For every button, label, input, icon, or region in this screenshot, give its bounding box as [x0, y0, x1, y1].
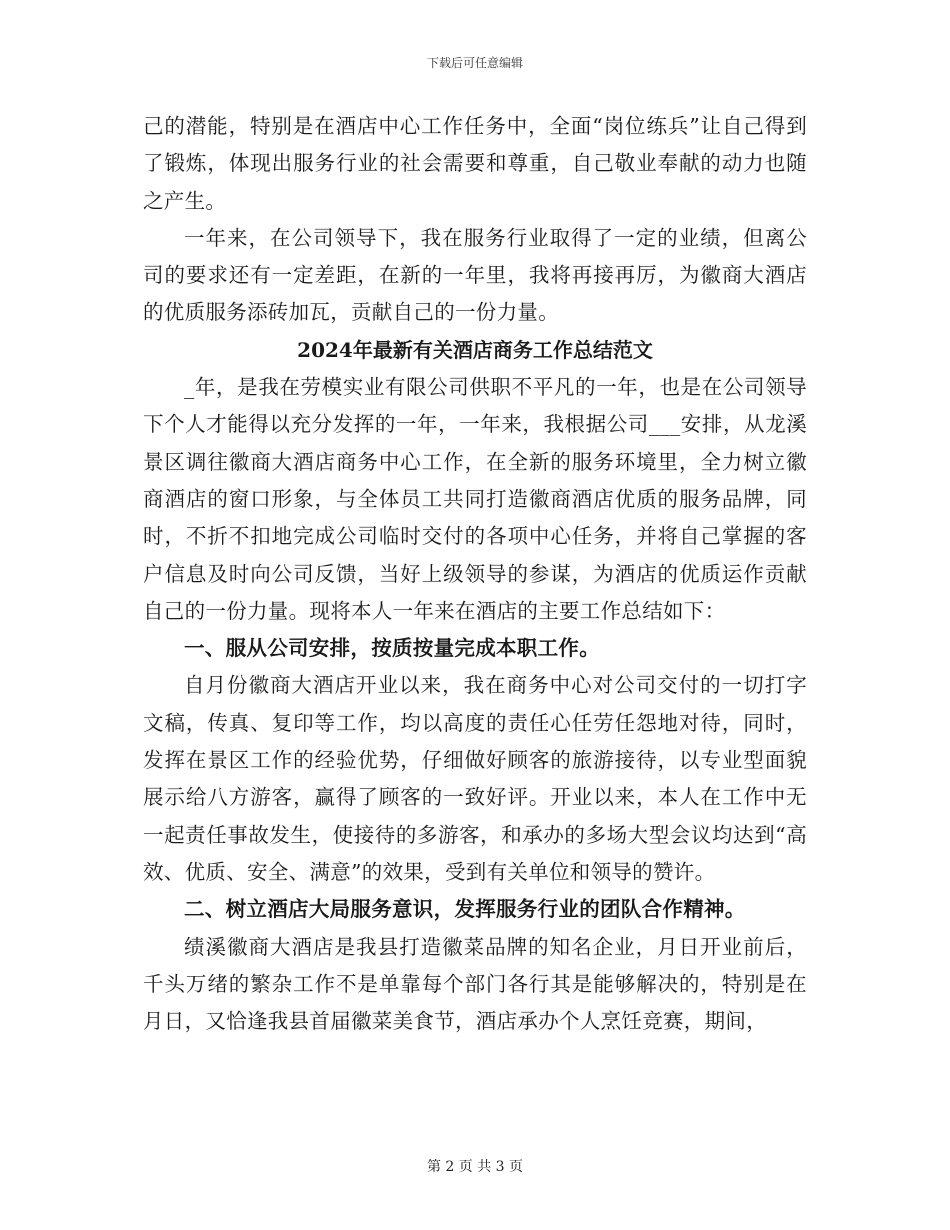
page-header: 下载后可任意编辑	[426, 56, 523, 70]
paragraph-continued: 己的潜能，特别是在酒店中心工作任务中，全面“岗位练兵”让自己得到了锻炼，体现出服务行业的社会需要和尊重，自己敬业奉献的动力也随之产生。	[143, 114, 807, 213]
section-heading-1: 一、服从公司安排，按质按量完成本职工作。	[184, 636, 600, 661]
paragraph-intro: _年，是我在劳模实业有限公司供职不平凡的一年，也是在公司领导下个人才能得以充分发挥的一年，一年来，我根据公司___安排，从龙溪景区调往徽商大酒店商务中心工作，在全新的服务环境里，全力树立徽商酒店的窗口形象，与全体员工共同打造徽商酒店优质的服务品牌，同时，不折不扣地完成公司临时交付的各项中心任务，并将自己掌握的客户信息及时向公司反馈，当好上级领导的参谋，为酒店的优质运作贡献自己的一份力量。现将本人一年来在酒店的主要工作总结如下：	[143, 375, 807, 623]
document-body	[143, 108, 807, 1040]
article-title: 2024年最新有关酒店商务工作总结范文	[297, 337, 653, 362]
page-footer: 第 2 页 共 3 页	[426, 1159, 524, 1175]
paragraph-section-1: 自月份徽商大酒店开业以来，我在商务中心对公司交付的一切打字文稿，传真、复印等工作，均以高度的责任心任劳任怨地对待，同时，发挥在景区工作的经验优势，仔细做好顾客的旅游接待，以专业型面貌展示给八方游客，赢得了顾客的一致好评。开业以来，本人在工作中无一起责任事故发生，使接待的多游客，和承办的多场大型会议均达到“高效、优质、安全、满意”的效果，受到有关单位和领导的赞许。	[143, 673, 807, 884]
paragraph-section-2: 绩溪徽商大酒店是我县打造徽菜品牌的知名企业，月日开业前后，千头万绪的繁杂工作不是单靠每个部门各行其是能够解决的，特别是在月日，又恰逢我县首届徽菜美食节，酒店承办个人烹饪竞赛，期间，	[143, 934, 807, 1034]
section-heading-2: 二、树立酒店大局服务意识，发挥服务行业的团队合作精神。	[184, 897, 746, 922]
paragraph-summary: 一年来，在公司领导下，我在服务行业取得了一定的业绩，但离公司的要求还有一定差距，在新的一年里，我将再接再厉，为徽商大酒店的优质服务添砖加瓦，贡献自己的一份力量。	[143, 225, 807, 325]
